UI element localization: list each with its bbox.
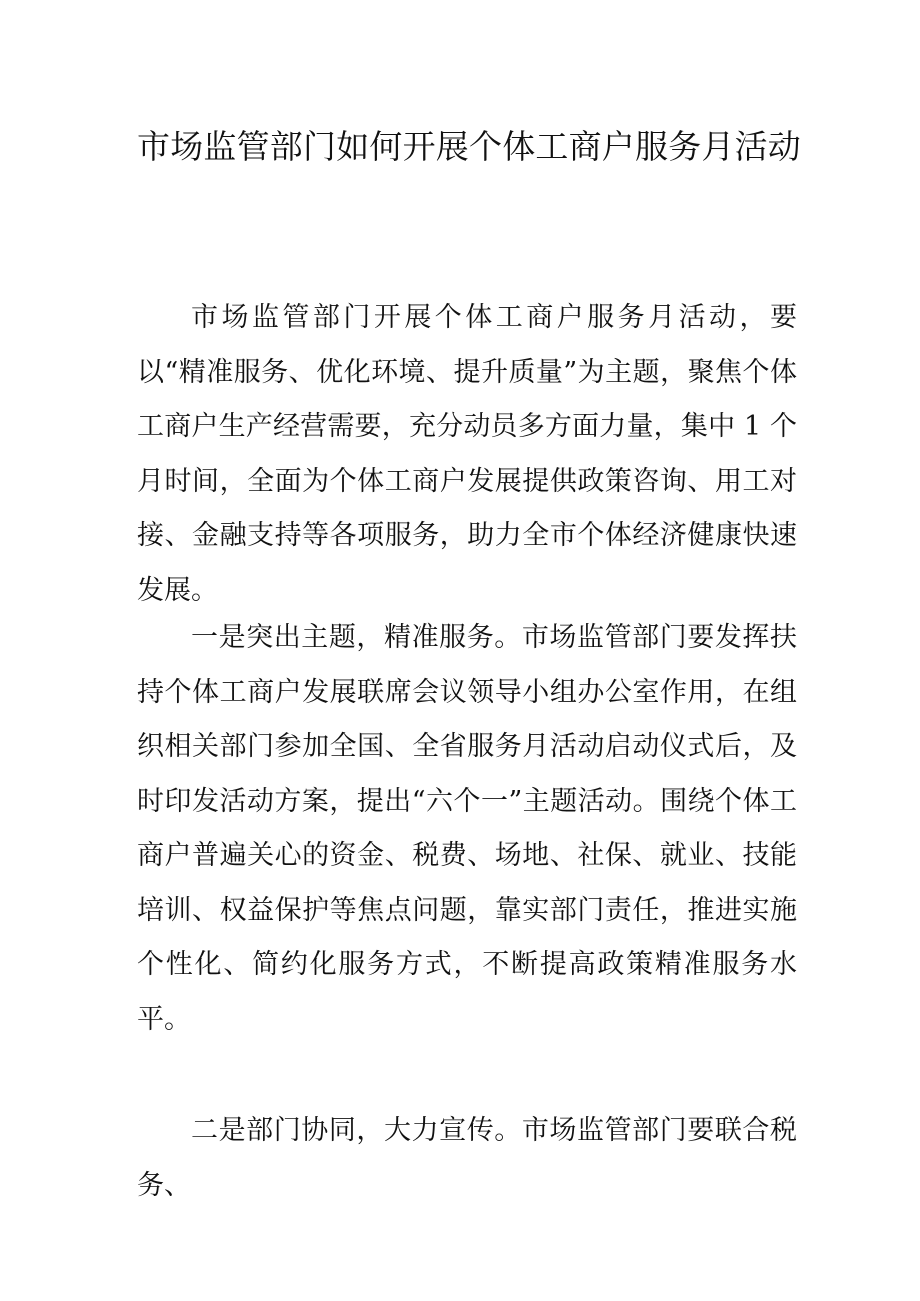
paragraph-point-one: 一是突出主题，精准服务。市场监管部门要发挥扶持个体工商户发展联席会议领导小组办公室作用，在组织相关部门参加全国、全省服务月活动启动仪式后，及时印发活动方案，提出“六个一”主题活动。围绕个体工商户普遍关心的资金、税费、场地、社保、就业、技能培训、权益保护等焦点问题，靠实部门责任，推进实施个性化、简约化服务方式，不断提高政策精准服务水平。 xyxy=(137,622,797,1035)
document-title: 市场监管部门如何开展个体工商户服务月活动 xyxy=(137,127,801,166)
paragraph-intro: 市场监管部门开展个体工商户服务月活动，要以“精准服务、优化环境、提升质量”为主题，聚焦个体工商户生产经营需要，充分动员多方面力量，集中 1 个月时间，全面为个体工商户发展提供政策咨询、用工对接、金融支持等各项服务，助力全市个体经济健康快速发展。 xyxy=(137,302,797,606)
paragraph-point-two: 二是部门协同，大力宣传。市场监管部门要联合税务、 xyxy=(137,1115,797,1201)
